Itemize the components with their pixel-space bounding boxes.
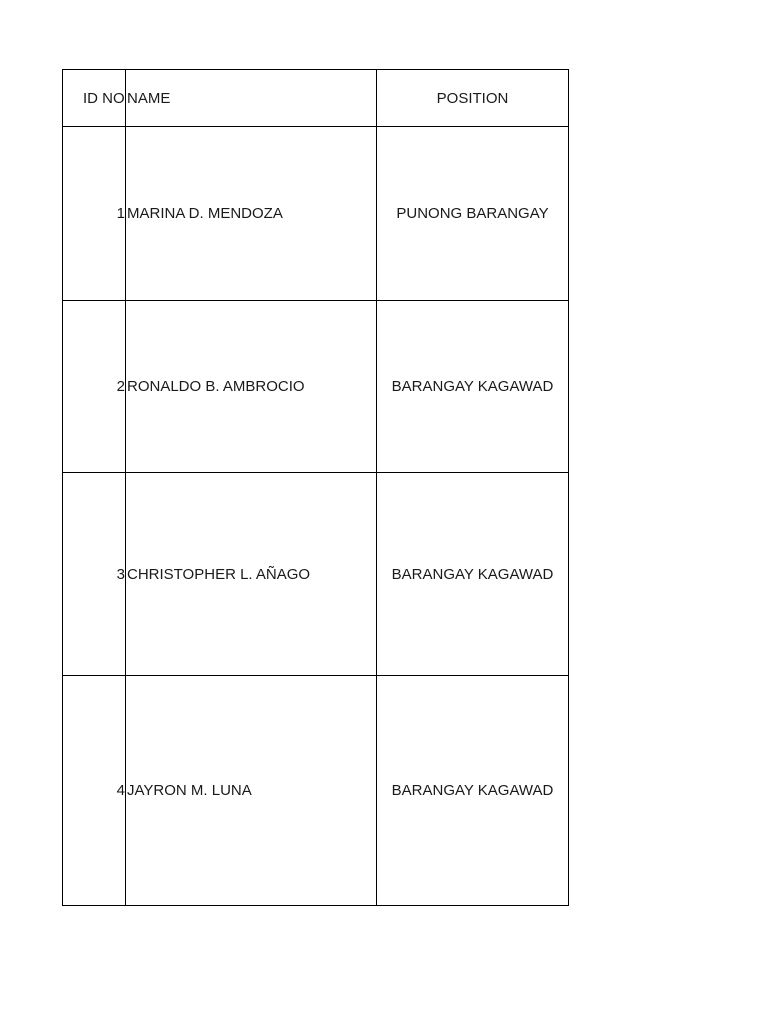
header-position: POSITION [377,70,569,127]
row-name: JAYRON M. LUNA [126,676,377,906]
row-id: 3 [63,473,126,676]
row-position: PUNONG BARANGAY [377,127,569,301]
table-row [63,676,569,906]
header-name: NAME [126,70,377,127]
row-name: MARINA D. MENDOZA [126,127,377,301]
table-row [63,301,569,473]
row-name: CHRISTOPHER L. AÑAGO [126,473,377,676]
header-id-no: ID NO [63,70,126,127]
row-id: 1 [63,127,126,301]
row-id: 2 [63,301,126,473]
table-row [63,127,569,301]
row-position: BARANGAY KAGAWAD [377,473,569,676]
row-position: BARANGAY KAGAWAD [377,676,569,906]
officials-table [62,69,569,906]
row-id: 4 [63,676,126,906]
row-position: BARANGAY KAGAWAD [377,301,569,473]
table-row [63,473,569,676]
row-name: RONALDO B. AMBROCIO [126,301,377,473]
table-header-row [63,70,569,127]
